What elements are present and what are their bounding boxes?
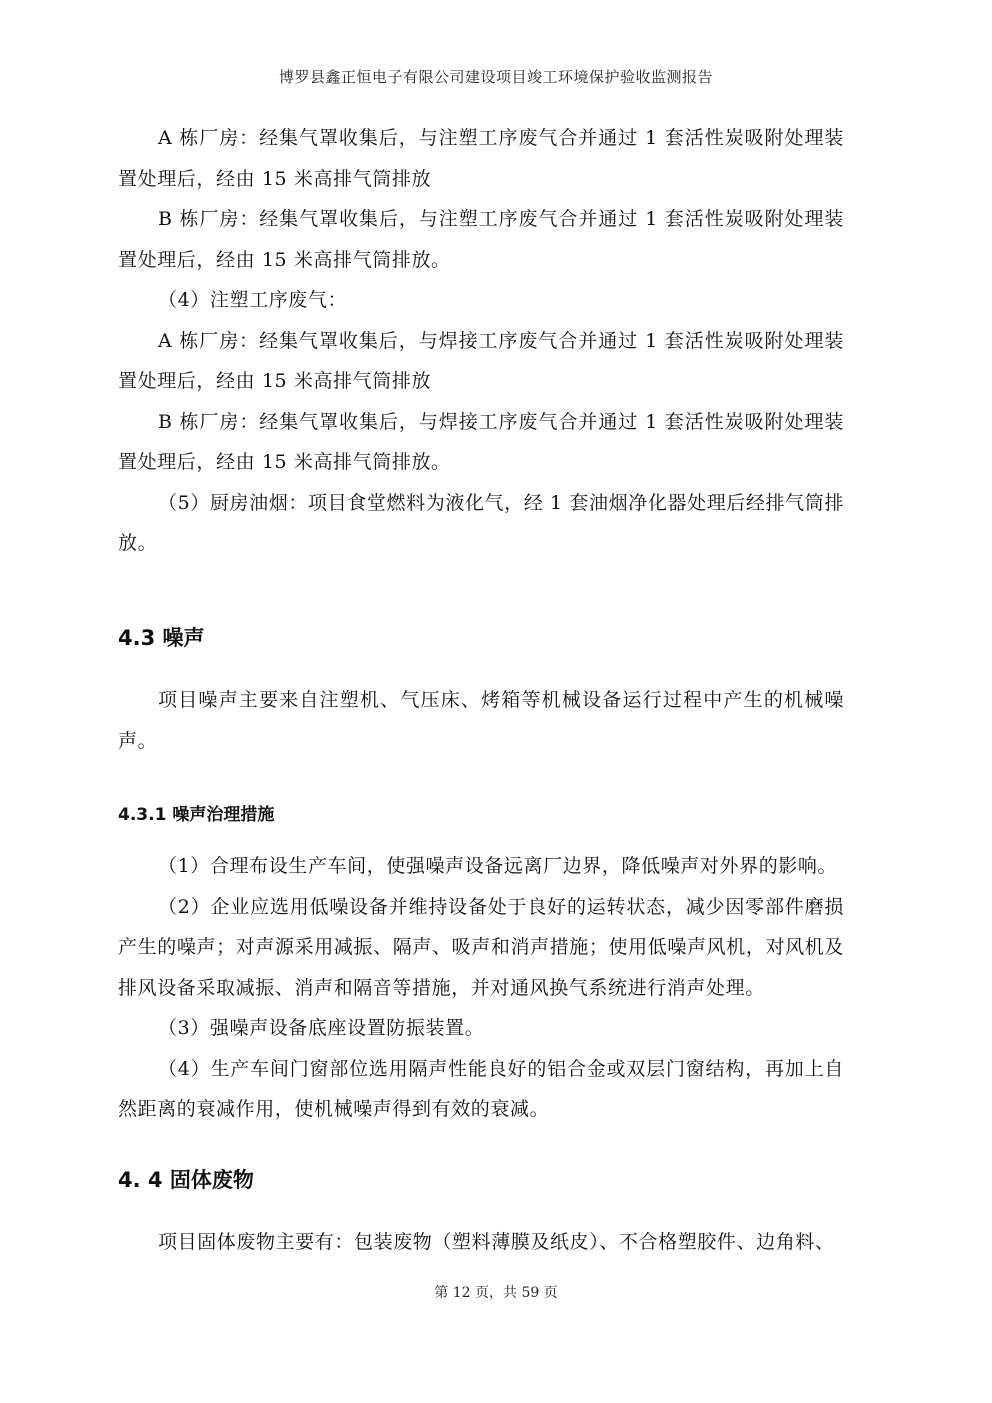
page-header: 博罗县鑫正恒电子有限公司建设项目竣工环境保护验收监测报告 — [278, 68, 713, 86]
list-item: （1）合理布设生产车间，使强噪声设备远离厂边界，降低噪声对外界的影响。 — [158, 855, 838, 877]
block-emissions — [118, 118, 844, 564]
section-heading-4-3-1: 4.3.1 噪声治理措施 — [118, 805, 275, 825]
section-4-3-1-items — [118, 846, 844, 1130]
section-4-4-intro — [118, 1222, 844, 1263]
paragraph: （5）厨房油烟：项目食堂燃料为液化气，经 1 套油烟净化器处理后经排气筒排放。 — [118, 491, 844, 554]
list-item: （3）强噪声设备底座设置防振装置。 — [158, 1017, 485, 1039]
paragraph: 项目固体废物主要有：包装废物（塑料薄膜及纸皮）、不合格塑胶件、边角料、 — [158, 1231, 835, 1253]
page-footer: 第 12 页，共 59 页 — [434, 1285, 558, 1301]
list-item: （4）生产车间门窗部位选用隔声性能良好的铝合金或双层门窗结构，再加上自然距离的衰减作用，使机械噪声得到有效的衰减。 — [118, 1057, 844, 1120]
paragraph: B 栋厂房：经集气罩收集后，与注塑工序废气合并通过 1 套活性炭吸附处理装置处理后，经由 15 米高排气筒排放。 — [118, 208, 844, 271]
paragraph: B 栋厂房：经集气罩收集后，与焊接工序废气合并通过 1 套活性炭吸附处理装置处理后，经由 15 米高排气筒排放。 — [118, 410, 844, 473]
section-4-3-intro — [118, 680, 844, 761]
paragraph: 项目噪声主要来自注塑机、气压床、烤箱等机械设备运行过程中产生的机械噪声。 — [118, 689, 844, 752]
section-heading-4-3: 4.3 噪声 — [118, 626, 205, 650]
list-item: （2）企业应选用低噪设备并维持设备处于良好的运转状态，减少因零部件磨损产生的噪声；对声源采用减振、隔声、吸声和消声措施；使用低噪声风机，对风机及排风设备采取减振、消声和隔音等措施，并对通风换气系统进行消声处理。 — [118, 895, 844, 999]
section-heading-4-4: 4. 4 固体废物 — [118, 1168, 254, 1192]
paragraph: A 栋厂房：经集气罩收集后，与焊接工序废气合并通过 1 套活性炭吸附处理装置处理后，经由 15 米高排气筒排放 — [118, 329, 844, 392]
paragraph: A 栋厂房：经集气罩收集后，与注塑工序废气合并通过 1 套活性炭吸附处理装置处理后，经由 15 米高排气筒排放 — [118, 127, 844, 190]
paragraph: （4）注塑工序废气： — [158, 289, 348, 311]
